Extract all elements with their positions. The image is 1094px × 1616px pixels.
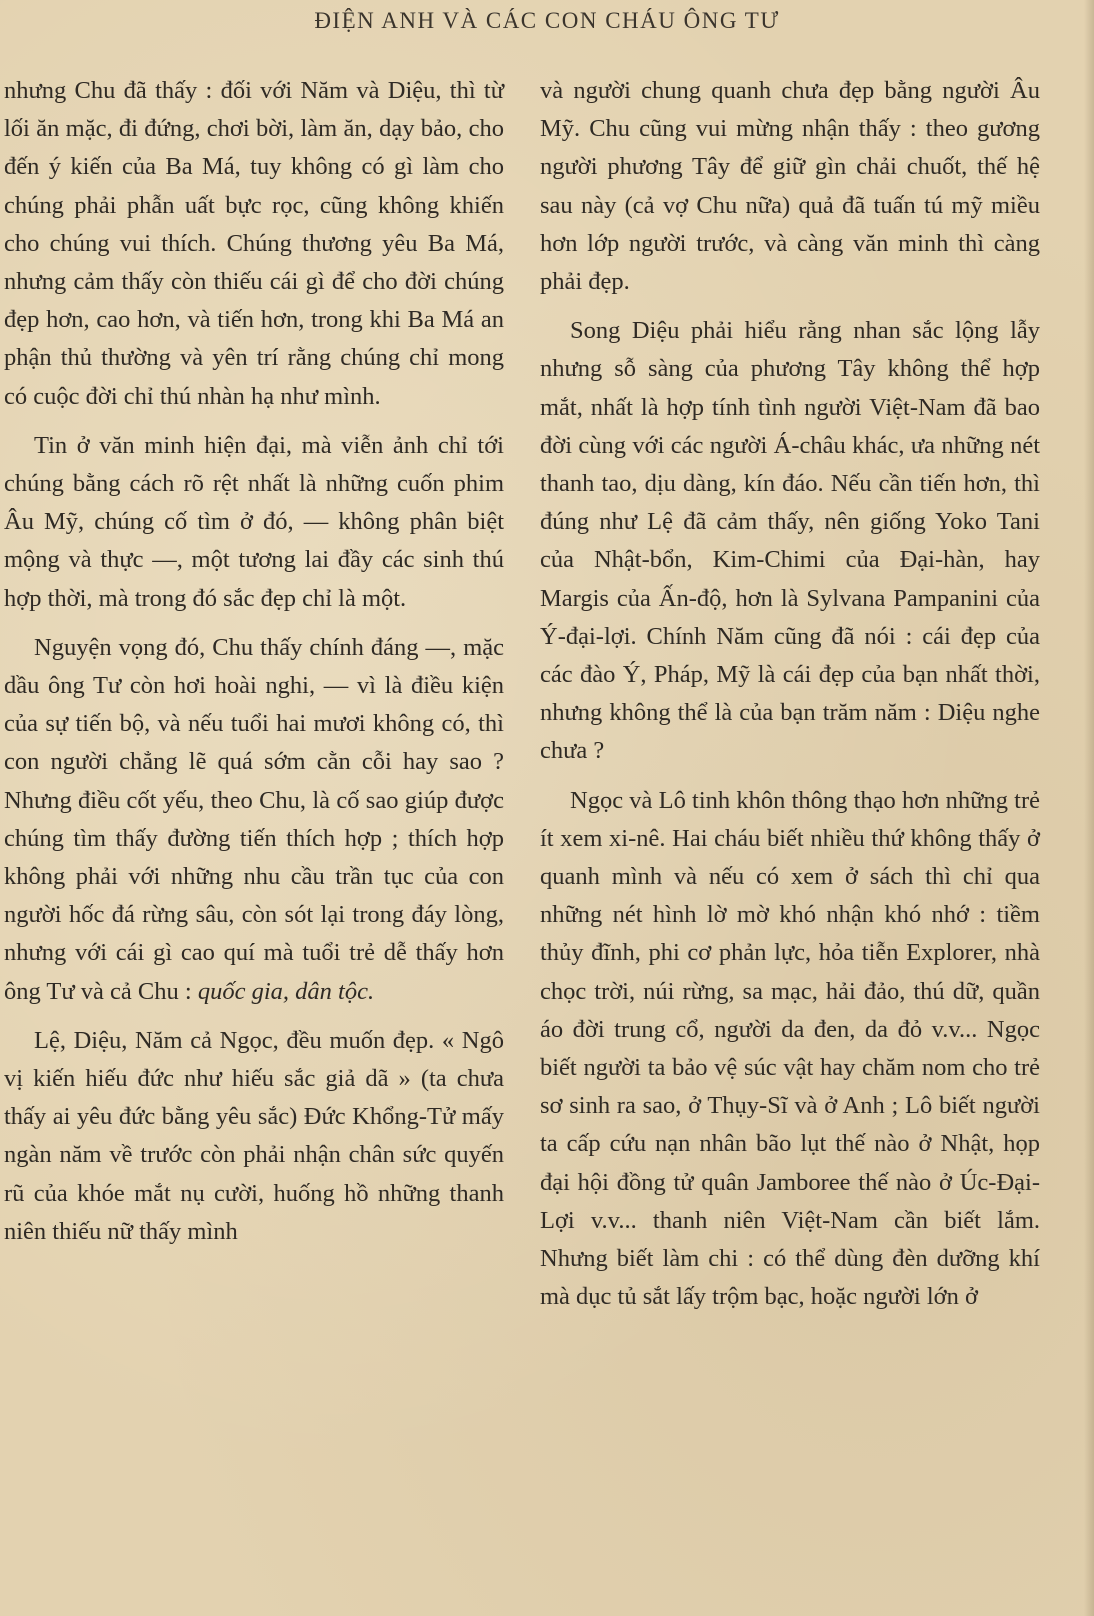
paragraph-left-1: nhưng Chu đã thấy : đối với Năm và Diệu, thì từ lối ăn mặc, đi đứng, chơi bời, làm ăn, dạy bảo, cho đến ý kiến của Ba Má, tuy không có gì làm cho chúng phải phẫn uất bực rọc, cũng không khiến cho chúng vui thích. Chúng thương yêu Ba Má, nhưng cảm thấy còn thiếu cái gì để cho đời chúng đẹp hơn, cao hơn, và tiến hơn, trong khi Ba Má an phận thủ thường và yên trí rằng chúng chỉ mong có cuộc đời chỉ thú nhàn hạ như mình. <box>4 77 504 410</box>
paragraph-left-3-text: Nguyện vọng đó, Chu thấy chính đáng —, mặc dầu ông Tư còn hơi hoài nghi, — vì là điều kiện của sự tiến bộ, và nếu tuổi hai mươi không có, thì con người chẳng lẽ quá sớm cằn cỗi hay sao ? Nhưng điều cốt yếu, theo Chu, là cố sao giúp được chúng tìm thấy đường tiến thích hợp ; thích hợp không phải với những nhu cầu trần tục của con người hốc đá rừng sâu, còn sót lại trong đáy lòng, nhưng với cái gì cao quí mà tuổi trẻ dễ thấy hơn ông Tư và cả Chu : <box>4 633 504 1005</box>
paragraph-right-3: Ngọc và Lô tinh khôn thông thạo hơn những trẻ ít xem xi-nê. Hai cháu biết nhiều thứ không thấy ở quanh mình và nếu có xem ở sách thì chỉ qua những nét hình lờ mờ khó nhận khó nhớ : tiềm thủy đĩnh, phi cơ phản lực, hỏa tiễn Explorer, nhà chọc trời, núi rừng, sa mạc, hải đảo, thú dữ, quần áo đời trung cổ, người da đen, da đỏ v.v... Ngọc biết người ta bảo vệ súc vật hay chăm nom cho trẻ sơ sinh ra sao, ở Thụy-Sĩ và ở Anh ; Lô biết người ta cấp cứu nạn nhân bão lụt thế nào ở Nhật, họp đại hội đồng tử quân Jamboree thế nào ở Úc-Đại-Lợi v.v... thanh niên Việt-Nam cần biết lắm. Nhưng biết làm chi : có thể dùng đèn dưỡng khí mà dục tủ sắt lấy trộm bạc, hoặc người lớn ở <box>540 786 1040 1311</box>
paragraph-right-1: và người chung quanh chưa đẹp bằng người Âu Mỹ. Chu cũng vui mừng nhận thấy : theo gương người phương Tây để giữ gìn chải chuốt, thế hệ sau này (cả vợ Chu nữa) quả đã tuấn tú mỹ miều hơn lớp người trước, và càng văn minh thì càng phải đẹp. <box>540 77 1040 296</box>
running-header-title: ĐIỆN ANH VÀ CÁC CON CHÁU ÔNG TƯ <box>314 8 780 33</box>
paragraph-left-2: Tin ở văn minh hiện đại, mà viễn ảnh chỉ tới chúng bằng cách rõ rệt nhất là những cuốn phim Âu Mỹ, chúng cố tìm ở đó, — không phân biệt mộng và thực —, một tương lai đầy các sinh thú hợp thời, mà trong đó sắc đẹp chỉ là một. <box>4 431 504 612</box>
paragraph-left-3 <box>4 629 504 1011</box>
paragraph-right-2: Song Diệu phải hiểu rằng nhan sắc lộng lẫy nhưng sỗ sàng của phương Tây không thể hợp mắt, nhất là hợp tính tình người Việt-Nam đã bao đời cùng với các người Á-châu khác, ưa những nét thanh tao, dịu dàng, kín đáo. Nếu cần tiến hơn, thì đúng như Lệ đã cảm thấy, nên giống Yoko Tani của Nhật-bổn, Kim-Chimi của Đại-hàn, hay Margis của Ấn-độ, hơn là Sylvana Pampanini của Ý-đại-lợi. Chính Năm cũng đã nói : cái đẹp của các đào Ý, Pháp, Mỹ là cái đẹp của bạn nhất thời, nhưng không thể là của bạn trăm năm : Diệu nghe chưa ? <box>540 317 1040 765</box>
page-edge-shadow <box>1084 0 1094 1616</box>
paragraph-left-4: Lệ, Diệu, Năm cả Ngọc, đều muốn đẹp. « Ngô vị kiến hiếu đức như hiếu sắc giả dã » (ta chưa thấy ai yêu đức bằng yêu sắc) Đức Khổng-Tử mấy ngàn năm về trước còn phải nhận chân sức quyến rũ của khóe mắt nụ cười, huống hồ những thanh niên thiếu nữ thấy mình <box>4 1026 504 1245</box>
italic-phrase-quoc-gia: quốc gia, dân tộc. <box>197 977 375 1005</box>
right-text-column <box>540 72 1040 1317</box>
left-text-column <box>4 72 504 1251</box>
